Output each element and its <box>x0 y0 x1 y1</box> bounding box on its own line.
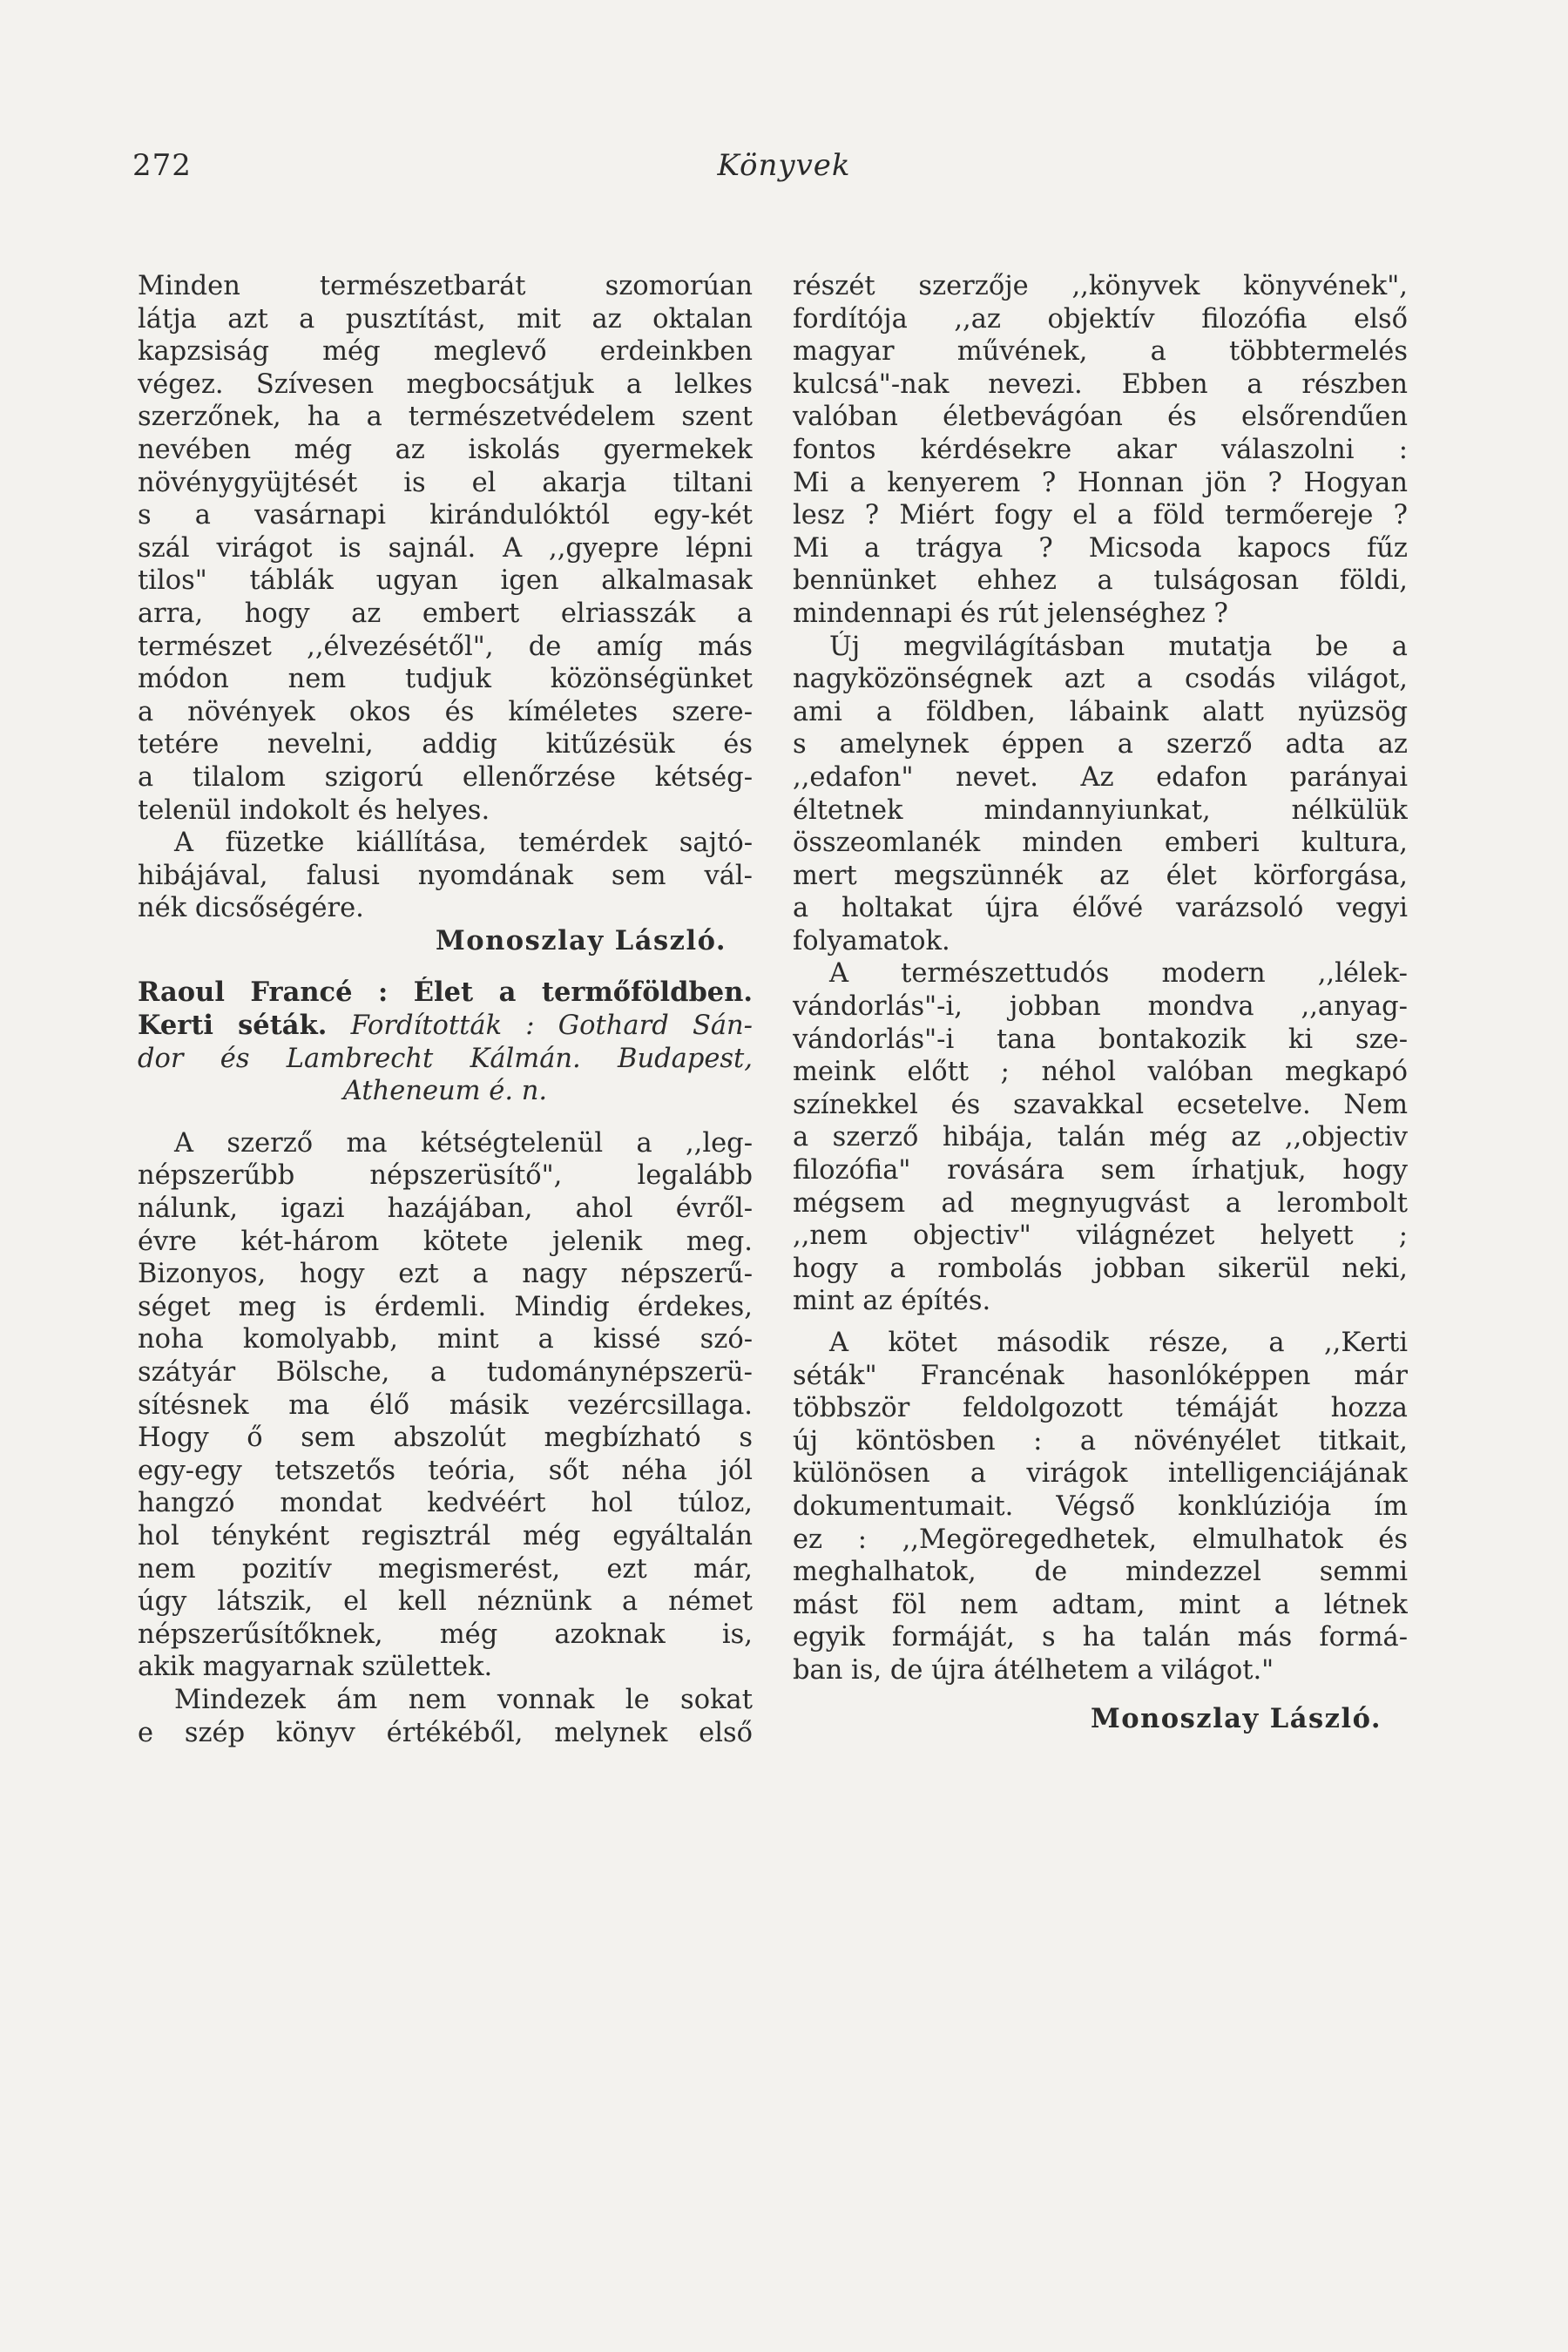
text-line: Mi a trágya ? Micsoda kapocs fűz <box>793 532 1408 564</box>
text-line: részét szerzője ,,könyvek könyvének", <box>793 271 1408 301</box>
text-line: szátyár Bölsche, a tudománynépszerü- <box>138 1357 753 1388</box>
text-line: mást föl nem adtam, mint a létnek <box>793 1589 1408 1620</box>
text-line: telenül indokolt és helyes. <box>138 794 490 826</box>
text-line: éltetnek mindannyiunkat, nélkülük <box>793 794 1408 826</box>
text-line: nem pozitív megismerést, ezt már, <box>138 1553 753 1585</box>
text-line: hol tényként regisztrál még egyáltalán <box>138 1520 753 1551</box>
text-line: folyamatok. <box>793 925 950 956</box>
text-line: ami a földben, lábaink alatt nyüzsög <box>793 696 1408 727</box>
review2-body <box>138 1127 753 1749</box>
text-line: ,,nem objectiv" világnézet helyett ; <box>793 1220 1408 1252</box>
text-line: vándorlás"-i, jobban mondva ,,anyag- <box>793 991 1408 1023</box>
text-line: színekkel és szavakkal ecsetelve. Nem <box>793 1089 1408 1120</box>
text-line: s a vasárnapi kirándulóktól egy-két <box>138 500 753 531</box>
text-line: A kötet második része, a ,,Kerti <box>829 1328 1408 1358</box>
text-line: tetére nevelni, addig kitűzésük és <box>138 729 753 760</box>
text-line: A szerző ma kétségtelenül a ,,leg- <box>174 1127 753 1159</box>
text-line: séták" Francénak hasonlóképpen már <box>793 1360 1408 1391</box>
text-line: s amelynek éppen a szerző adta az <box>793 729 1408 760</box>
publisher: Atheneum é. n. <box>342 1076 548 1107</box>
book-subtitle-translators <box>138 1010 753 1043</box>
text-line: valóban életbevágóan és elsőrendűen <box>793 402 1408 433</box>
signature: Monoszlay László. <box>1090 1702 1382 1734</box>
text-line: a szerző hibája, talán még az ,,objectiv <box>793 1122 1408 1153</box>
right-para-3 <box>793 957 1408 1318</box>
text-line: mert megszünnék az élet körforgása, <box>793 860 1408 891</box>
text-line: Új megvilágításban mutatja be a <box>829 631 1408 662</box>
book-subtitle: Kerti séták. <box>138 1010 328 1042</box>
text-line: szerzőnek, ha a természetvédelem szent <box>138 402 753 433</box>
text-line: nagyközönségnek azt a csodás világot, <box>793 664 1408 695</box>
text-line: ban is, de újra átélhetem a világot." <box>793 1654 1274 1686</box>
text-line: úgy látszik, el kell néznünk a német <box>138 1586 753 1618</box>
text-line: bennünket ehhez a tulságosan földi, <box>793 565 1408 597</box>
text-line: fordítója ,,az objektív filozófia első <box>793 303 1408 335</box>
text-line: magyar művének, a többtermelés <box>793 336 1408 368</box>
text-line: fontos kérdésekre akar válaszolni : <box>793 434 1408 465</box>
text-line: módon nem tudjuk közönségünket <box>138 664 753 695</box>
page-number: 272 <box>132 148 192 183</box>
text-line: Mi a kenyerem ? Honnan jön ? Hogyan <box>793 467 1408 498</box>
text-line: népszerűsítőknek, még azoknak is, <box>138 1619 753 1650</box>
text-line: különösen a virágok intelligenciájának <box>793 1458 1408 1490</box>
text-line: mégsem ad megnyugvást a lerombolt <box>793 1187 1408 1219</box>
left-column <box>138 270 753 1749</box>
right-para-2 <box>793 631 1408 958</box>
text-line: a tilalom szigorú ellenőrzése kétség- <box>138 761 753 793</box>
review1-body <box>138 270 753 957</box>
text-line: Hogy ő sem abszolút megbízható s <box>138 1423 753 1454</box>
text-line: évre két-három kötete jelenik meg. <box>138 1226 753 1257</box>
text-line: kulcsá"-nak nevezi. Ebben a részben <box>793 368 1408 400</box>
text-line: akik magyarnak születtek. <box>138 1652 493 1683</box>
text-line: látja azt a pusztítást, mit az oktalan <box>138 303 753 335</box>
text-line: nék dicsőségére. <box>138 893 364 924</box>
text-line: összeomlanék minden emberi kultura, <box>793 828 1408 859</box>
text-line: filozófia" rovására sem írhatjuk, hogy <box>793 1155 1408 1186</box>
translators-cont: dor és Lambrecht Kálmán. Budapest, <box>138 1043 753 1074</box>
review2-heading <box>138 977 753 1107</box>
text-line: dokumentumait. Végső konklúziója ím <box>793 1490 1408 1522</box>
text-line: szál virágot is sajnál. A ,,gyepre lépni <box>138 532 753 564</box>
running-title: Könyvek <box>717 148 851 183</box>
signature: Monoszlay László. <box>435 924 727 956</box>
text-line: sítésnek ma élő másik vezércsillaga. <box>138 1389 753 1421</box>
text-line: kapzsiság még meglevő erdeinkben <box>138 336 753 368</box>
right-para-4 <box>793 1327 1408 1687</box>
text-line: Bizonyos, hogy ezt a nagy népszerű- <box>138 1259 753 1290</box>
text-line: többször feldolgozott témáját hozza <box>793 1393 1408 1424</box>
text-line: tilos" táblák ugyan igen alkalmasak <box>138 565 753 597</box>
text-line: lesz ? Miért fogy el a föld termőereje ? <box>793 500 1408 531</box>
text-line: A természettudós modern ,,lélek- <box>829 958 1408 990</box>
text-line: séget meg is érdemli. Mindig érdekes, <box>138 1291 753 1322</box>
text-line: noha komolyabb, mint a kissé szó- <box>138 1324 753 1355</box>
text-line: természet ,,élvezésétől", de amíg más <box>138 631 753 662</box>
text-line: Minden természetbarát szomorúan <box>138 271 753 301</box>
text-line: egy-egy tetszetős teória, sőt néha jól <box>138 1455 753 1486</box>
text-line: növénygyüjtését is el akarja tiltani <box>138 467 753 498</box>
text-line: e szép könyv értékéből, melynek első <box>138 1717 753 1748</box>
text-line: nevében még az iskolás gyermekek <box>138 434 753 465</box>
text-line: a holtakat újra élővé varázsoló vegyi <box>793 893 1408 924</box>
text-line: népszerűbb népszerüsítő", legalább <box>138 1160 753 1192</box>
translators: Fordították : Gothard Sán- <box>350 1010 753 1042</box>
text-line: egyik formáját, s ha talán más formá- <box>793 1622 1408 1653</box>
text-line: nálunk, igazi hazájában, ahol évről- <box>138 1193 753 1225</box>
text-line: arra, hogy az embert elriasszák a <box>138 598 753 629</box>
text-line: A füzetke kiállítása, temérdek sajtó- <box>174 828 753 859</box>
right-para-1 <box>793 270 1408 631</box>
text-line: mindennapi és rút jelenséghez ? <box>793 598 1228 629</box>
text-line: Mindezek ám nem vonnak le sokat <box>174 1684 753 1715</box>
text-line: ez : ,,Megöregedhetek, elmulhatok és <box>793 1524 1408 1555</box>
book-author-title: Raoul Francé : Élet a termőföldben. <box>138 977 753 1009</box>
text-line: hogy a rombolás jobban sikerül neki, <box>793 1253 1408 1284</box>
text-line: hibájával, falusi nyomdának sem vál- <box>138 860 753 891</box>
text-line: meghalhatok, de mindezzel semmi <box>793 1557 1408 1588</box>
text-line: ,,edafon" nevet. Az edafon parányai <box>793 761 1408 793</box>
right-column <box>793 270 1408 1735</box>
text-line: hangzó mondat kedvéért hol túloz, <box>138 1488 753 1519</box>
text-line: végez. Szívesen megbocsátjuk a lelkes <box>138 368 753 400</box>
text-line: a növények okos és kíméletes szere- <box>138 696 753 727</box>
text-line: mint az építés. <box>793 1286 991 1317</box>
text-line: új köntösben : a növényélet titkait, <box>793 1425 1408 1456</box>
text-line: vándorlás"-i tana bontakozik ki sze- <box>793 1024 1408 1055</box>
text-line: meink előtt ; néhol valóban megkapó <box>793 1057 1408 1088</box>
